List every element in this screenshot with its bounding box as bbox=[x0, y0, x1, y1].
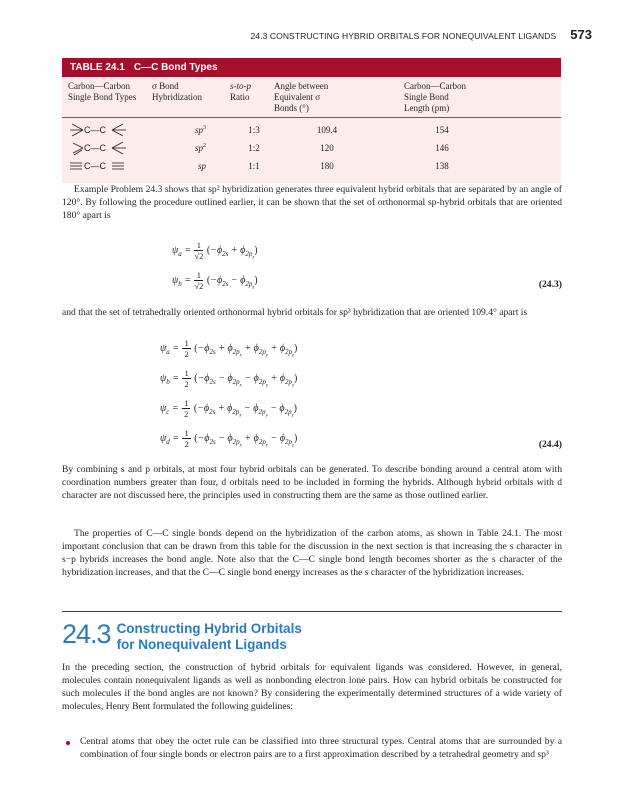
eq-psi-a-sp: $\psi_a$ = $\frac{1}{√2}$ $(-\phi_{2s} + \phi_{2p_z})$ bbox=[172, 240, 258, 261]
bond-structure-sp2 bbox=[62, 140, 152, 156]
equation-number-24-3: (24.3) bbox=[538, 279, 562, 290]
svg-text:C—C: C—C bbox=[84, 143, 106, 153]
paragraph-bent-guidelines: In the preceding section, the construction of hybrid orbitals for equivalent ligands was considered. However, in general, molecules contain nonequivalent ligands as well as nonbonding electron lone pairs. How can hybrid orbitals be constructed for such molecules if the bond angles are not known? By considering the experimentally determined structures of a wide variety of molecules, Henry Bent formulated the following guidelines: bbox=[62, 662, 562, 712]
eq-psi-a-sp3: $\psi_a$ = $\frac{1}{2}$ $(-\phi_{2s} + \phi_{2p_x} + \phi_{2p_y} + \phi_{2p_z})$ bbox=[160, 338, 298, 359]
table-header-row bbox=[62, 81, 561, 118]
table-24-1 bbox=[62, 58, 561, 183]
equation-24-3 bbox=[62, 240, 562, 296]
equation-24-4 bbox=[62, 338, 562, 460]
sp2-bond-diagram-icon bbox=[68, 140, 132, 156]
table-row bbox=[62, 157, 561, 175]
equation-number-24-4: (24.4) bbox=[538, 439, 562, 450]
bullet-icon bbox=[66, 741, 70, 745]
eq-psi-d-sp3: $\psi_d$ = $\frac{1}{2}$ $(-\phi_{2s} - \phi_{2p_x} + \phi_{2p_y} - \phi_{2p_z})$ bbox=[160, 428, 298, 449]
bond-structure-sp bbox=[62, 158, 152, 174]
section-heading bbox=[62, 620, 302, 653]
eq-psi-b-sp: $\psi_b$ = $\frac{1}{√2}$ $(-\phi_{2s} - \phi_{2p_z})$ bbox=[172, 270, 258, 291]
paragraph-d-orbitals: By combining s and p orbitals, at most four hybrid orbitals can be generated. To describe bonding around a central atom with coordination numbers greater than four, d orbitals need to be included in forming the hybrids. Although hybrid orbitals with d character are not discussed here, the principles used in constructing them are the same as those outlined earlier. bbox=[62, 464, 562, 501]
section-number: 24.3 bbox=[62, 619, 111, 649]
paragraph-intro: Example Problem 24.3 shows that sp² hybridization generates three equivalent hybrid orbitals that are separated by an angle of 120°. By following the procedure outlined earlier, it can be shown that the set of orthonormal sp-hybrid orbitals that are oriented 180° apart is bbox=[62, 184, 562, 221]
cell-length: 154 bbox=[435, 125, 449, 135]
paragraph-cc-properties: The properties of C—C single bonds depend on the hybridization of the carbon atoms, as shown in Table 24.1. The most important conclusion that can be drawn from this table for the discussion in the next section is that increasing the s character in s−p hybrids increases the bond angle. Note also that the C—C single bond length becomes shorter as the s character of the hybridization increases, and that the C—C single bond energy increases as the s character of the hybridization increases. bbox=[62, 528, 562, 578]
cell-hybridization: sp bbox=[197, 161, 206, 171]
bullet-item-octet: Central atoms that obey the octet rule can be classified into three structural types. Central atoms that are surrounded by a combination of four single bonds or electron pairs are to a first approximation described by a tetrahedral geometry and sp³ bbox=[80, 736, 562, 760]
section-divider bbox=[62, 611, 562, 612]
table-title: C—C Bond Types bbox=[133, 62, 218, 73]
col-header-length: Carbon—Carbon Single Bond Length (pm) bbox=[404, 81, 466, 113]
col-header-bond-type: Carbon—Carbon Single Bond Types bbox=[68, 81, 137, 102]
col-header-angle: Angle between Equivalent σ Bonds (°) bbox=[274, 81, 329, 113]
cell-hybridization: $sp^3$ bbox=[194, 125, 206, 135]
cell-ratio: 1:3 bbox=[248, 125, 260, 135]
cell-angle: 109.4 bbox=[316, 125, 338, 135]
cell-angle: 120 bbox=[320, 143, 334, 153]
table-body bbox=[62, 77, 561, 183]
paragraph-sp3-intro: and that the set of tetrahedrally oriented orthonormal hybrid orbitals for sp³ hybridization that are oriented 109.4° apart is bbox=[62, 307, 528, 318]
cell-hybridization: $sp^2$ bbox=[194, 143, 206, 153]
table-number: TABLE 24.1 bbox=[70, 62, 125, 73]
running-title: 24.3 CONSTRUCTING HYBRID ORBITALS FOR NONEQUIVALENT LIGANDS bbox=[250, 31, 557, 41]
bond-structure-sp3 bbox=[62, 122, 152, 138]
table-row bbox=[62, 139, 561, 157]
col-header-ratio: s-to-p Ratio bbox=[230, 81, 251, 102]
sp-bond-diagram-icon bbox=[68, 158, 132, 174]
cell-ratio: 1:1 bbox=[248, 161, 260, 171]
table-row bbox=[62, 121, 561, 139]
svg-text:C—C: C—C bbox=[84, 161, 106, 171]
cell-length: 146 bbox=[435, 143, 449, 153]
eq-psi-c-sp3: $\psi_c$ = $\frac{1}{2}$ $(-\phi_{2s} + \phi_{2p_x} - \phi_{2p_y} - \phi_{2p_z})$ bbox=[160, 398, 297, 419]
col-header-hybridization: σ Bond Hybridization bbox=[152, 81, 202, 102]
table-caption bbox=[62, 58, 561, 77]
cell-length: 138 bbox=[435, 161, 449, 171]
page-number: 573 bbox=[570, 27, 592, 42]
running-head bbox=[250, 27, 592, 42]
cell-angle: 180 bbox=[320, 161, 334, 171]
cell-ratio: 1:2 bbox=[248, 143, 260, 153]
svg-text:C—C: C—C bbox=[84, 125, 106, 135]
section-title: Constructing Hybrid Orbitals for Nonequivalent Ligands bbox=[116, 621, 302, 652]
sp3-bond-diagram-icon bbox=[68, 122, 132, 138]
eq-psi-b-sp3: $\psi_b$ = $\frac{1}{2}$ $(-\phi_{2s} - \phi_{2p_x} - \phi_{2p_y} + \phi_{2p_z})$ bbox=[160, 368, 298, 389]
